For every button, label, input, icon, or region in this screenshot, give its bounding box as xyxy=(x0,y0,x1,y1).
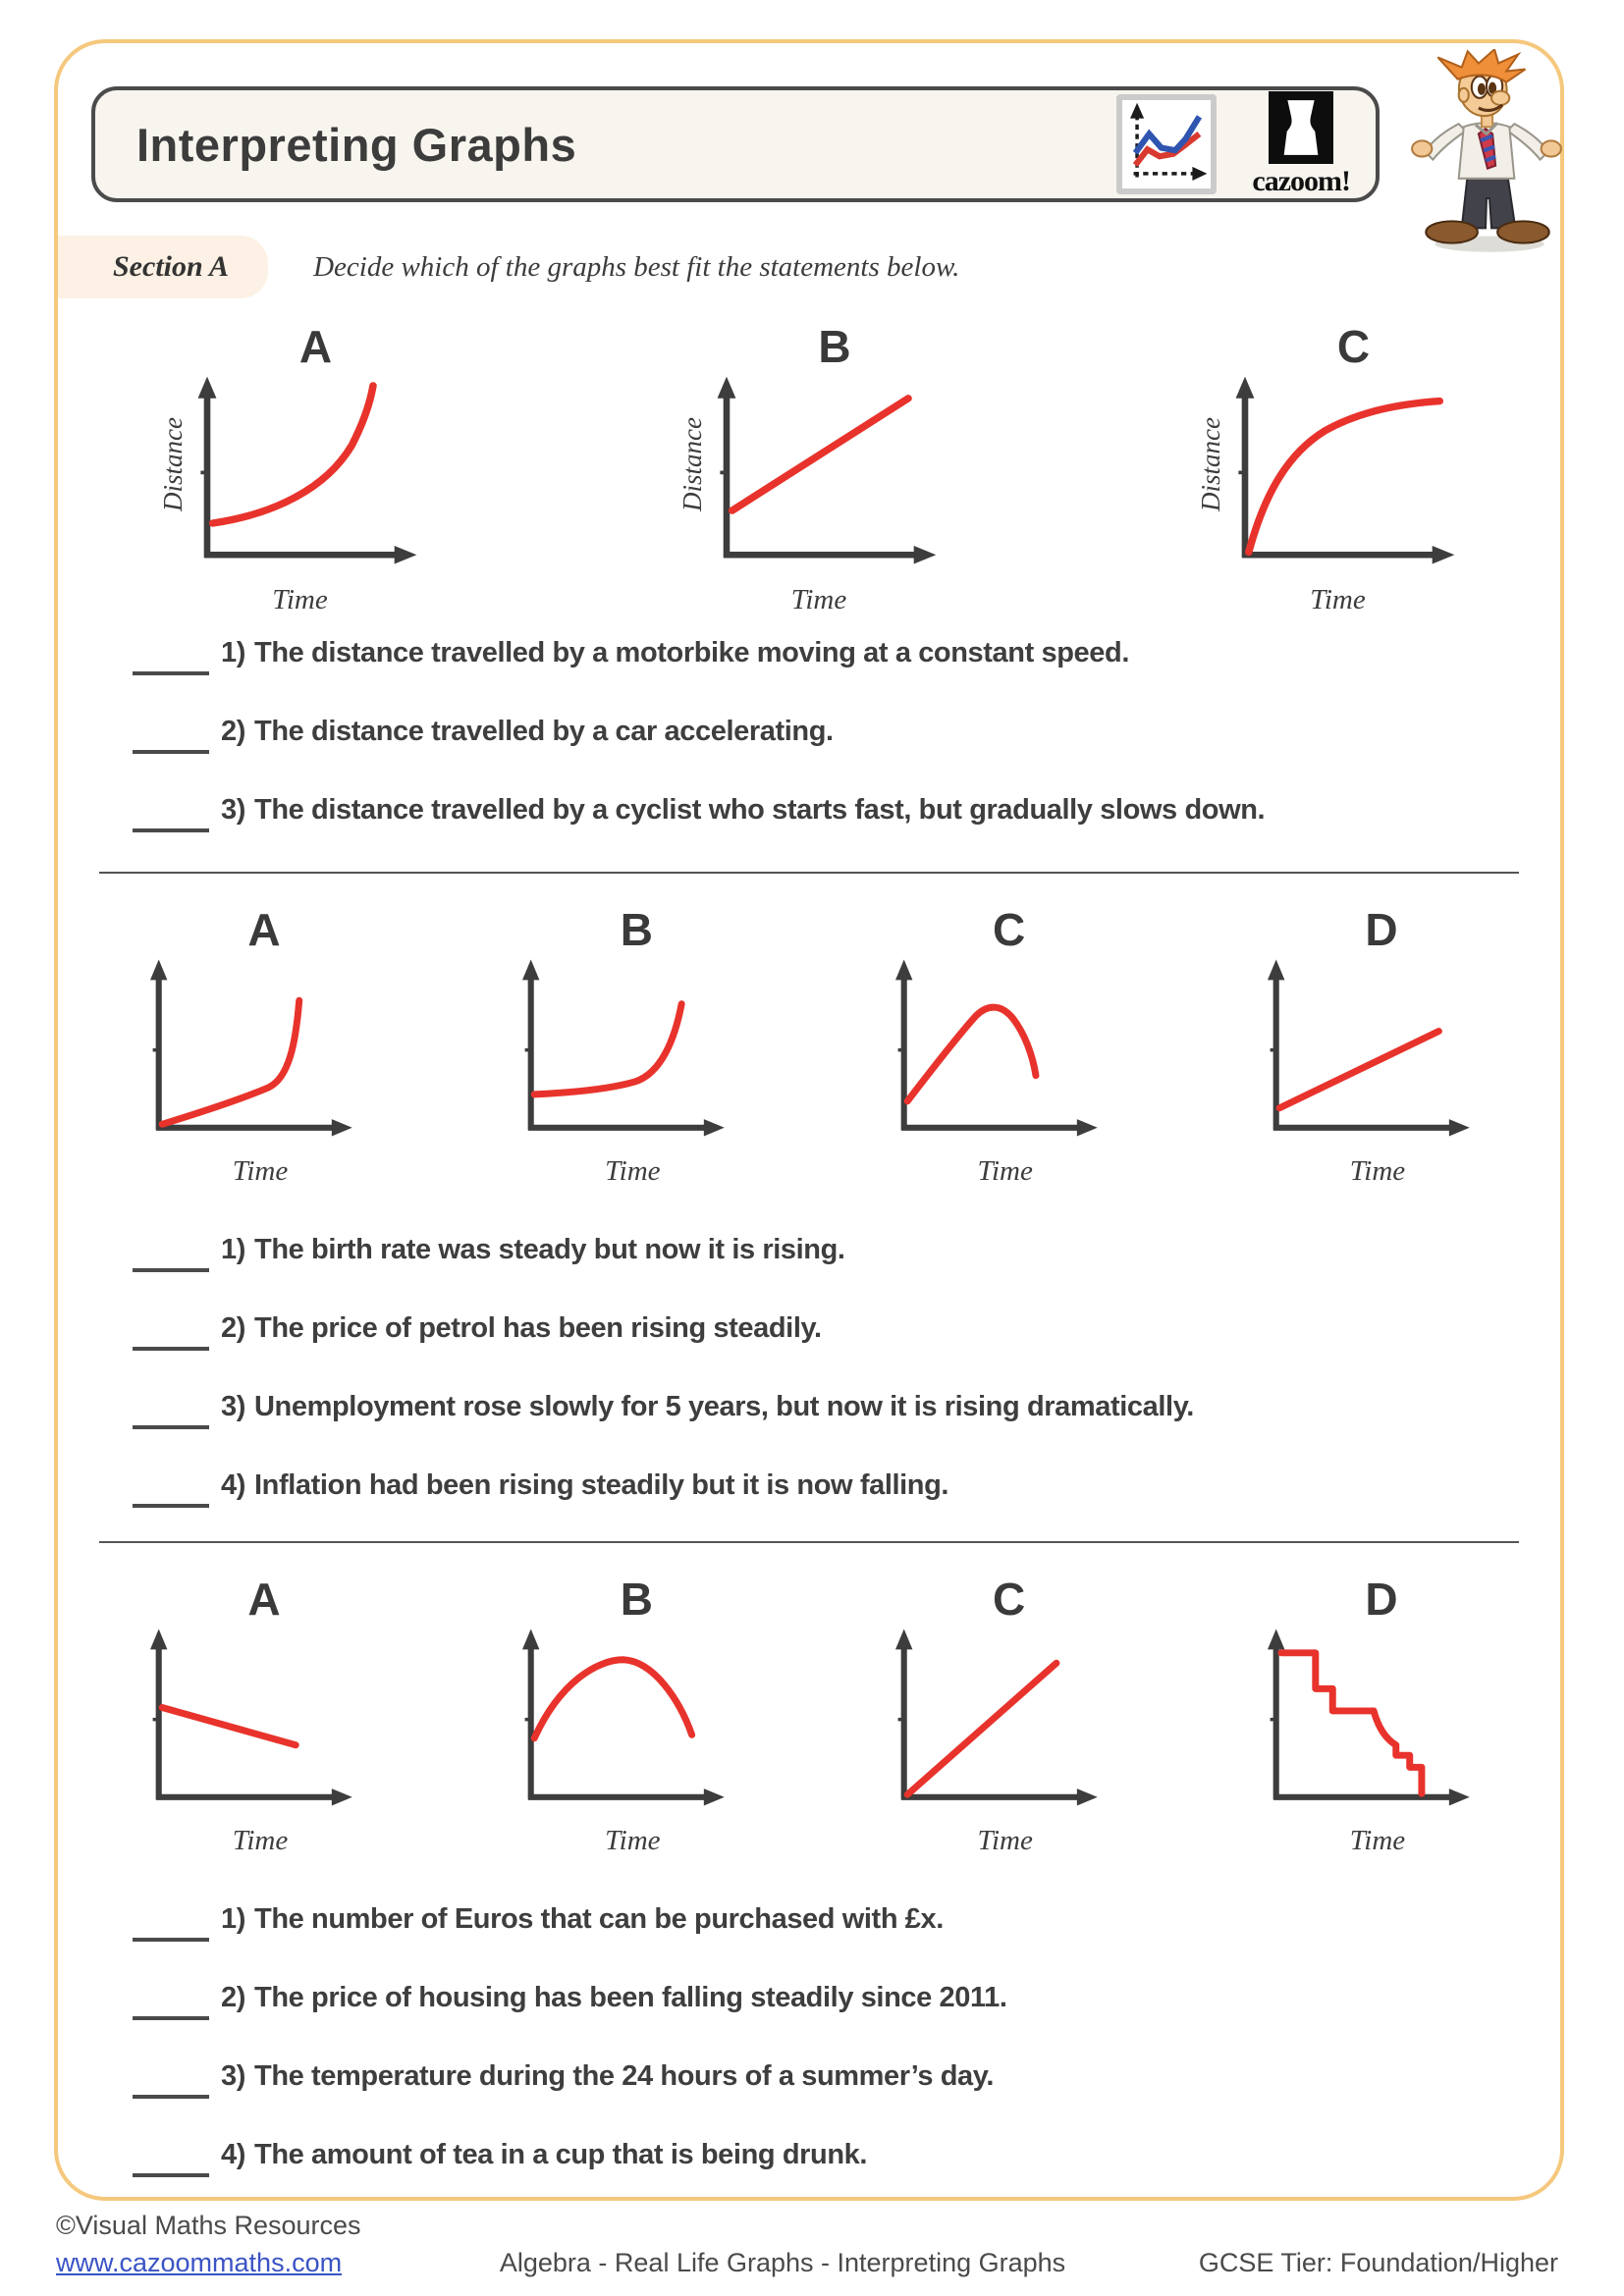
graph-axes xyxy=(1261,956,1475,1152)
mini-graph xyxy=(889,1576,1103,1857)
statement-number: 1) xyxy=(221,1234,245,1265)
statement-number: 3) xyxy=(221,794,245,826)
y-axis-label: Distance xyxy=(158,417,188,511)
statement-text: The amount of tea in a cup that is being drunk. xyxy=(254,2139,868,2170)
graph-curve xyxy=(535,1660,692,1738)
graph-axes xyxy=(143,1626,357,1822)
question-group xyxy=(99,321,1519,827)
answer-blank[interactable] xyxy=(133,2077,209,2099)
statements-list xyxy=(99,1902,1519,2171)
graph-curve xyxy=(162,1707,296,1744)
worksheet-frame xyxy=(54,39,1564,2201)
copyright-text: ©Visual Maths Resources xyxy=(56,2211,361,2240)
footer-tier: GCSE Tier: Foundation/Higher xyxy=(1198,2248,1558,2277)
mini-graph xyxy=(1261,1576,1475,1857)
answer-blank[interactable] xyxy=(133,1251,209,1272)
answer-blank[interactable] xyxy=(133,1329,209,1351)
graph-curve xyxy=(535,1004,682,1095)
statement-row xyxy=(133,1902,1519,1936)
statement-row xyxy=(133,793,1519,827)
statement-text: Unemployment rose slowly for 5 years, but now it is rising dramatically. xyxy=(254,1391,1194,1422)
statement-number: 1) xyxy=(221,1903,245,1935)
footer-left xyxy=(56,2211,429,2278)
graph-curve xyxy=(1279,1032,1438,1108)
djembe-drum-svg xyxy=(1275,97,1326,158)
graphs-row xyxy=(99,904,1519,1188)
answer-blank[interactable] xyxy=(133,1920,209,1942)
question-groups xyxy=(58,321,1560,2171)
statement-number: 3) xyxy=(221,1391,245,1422)
x-axis-label: Time xyxy=(272,584,328,615)
page-title: Interpreting Graphs xyxy=(136,118,577,171)
mini-graph xyxy=(889,904,1103,1188)
statement-row xyxy=(133,1468,1519,1502)
plot-area xyxy=(515,1626,730,1822)
graph-letter: A xyxy=(247,904,281,955)
graph-curve xyxy=(907,1007,1036,1101)
answer-blank[interactable] xyxy=(133,811,209,832)
plot-area xyxy=(143,1626,357,1822)
graph-curve xyxy=(907,1663,1056,1794)
statement-text: The price of housing has been falling steadily since 2011. xyxy=(254,1982,1007,2013)
y-axis-label: Distance xyxy=(677,417,707,511)
statement-number: 3) xyxy=(221,2060,245,2092)
graph-axes xyxy=(889,1626,1103,1822)
statement-row xyxy=(133,715,1519,748)
statement-text: The temperature during the 24 hours of a summer’s day. xyxy=(254,2060,994,2092)
section-label: Section A xyxy=(58,236,268,298)
y-axis-label: Distance xyxy=(1196,417,1225,511)
statement-number: 2) xyxy=(221,1312,245,1344)
x-axis-label: Time xyxy=(605,1155,661,1187)
plot-area xyxy=(1196,373,1460,581)
x-axis-label: Time xyxy=(977,1825,1033,1856)
mini-graph xyxy=(677,321,942,616)
statement-text: The distance travelled by a car accelerating. xyxy=(254,716,834,747)
plot-area xyxy=(1261,956,1475,1152)
graph-curve xyxy=(731,399,907,510)
answer-blank[interactable] xyxy=(133,2156,209,2177)
graph-axes xyxy=(1228,373,1460,581)
mini-graph xyxy=(1196,321,1460,616)
statement-row xyxy=(133,1233,1519,1266)
footer xyxy=(56,2211,1568,2278)
graph-letter: B xyxy=(620,904,653,955)
statement-row xyxy=(133,1981,1519,2014)
mini-graph xyxy=(143,1576,357,1857)
answer-blank[interactable] xyxy=(133,1999,209,2020)
answer-blank[interactable] xyxy=(133,732,209,754)
statement-row xyxy=(133,1390,1519,1423)
x-axis-label: Time xyxy=(1349,1155,1406,1187)
graph-axes xyxy=(515,956,730,1152)
graph-letter: D xyxy=(1365,904,1398,955)
answer-blank[interactable] xyxy=(133,654,209,675)
x-axis-label: Time xyxy=(977,1155,1033,1187)
graph-letter: D xyxy=(1365,1574,1398,1625)
cazoom-logo xyxy=(1252,91,1350,198)
graph-curve xyxy=(1281,1653,1422,1793)
mini-graph xyxy=(1261,904,1475,1188)
x-axis-label: Time xyxy=(1349,1825,1406,1856)
header-icons xyxy=(1116,91,1350,198)
graph-letter: A xyxy=(247,1574,281,1625)
statement-row xyxy=(133,636,1519,669)
x-axis-label: Time xyxy=(232,1155,289,1187)
graph-axes xyxy=(143,956,357,1152)
question-group xyxy=(99,872,1519,1502)
graphs-row xyxy=(99,321,1519,616)
statement-text: The distance travelled by a motorbike moving at a constant speed. xyxy=(254,637,1129,668)
statements-list xyxy=(99,1233,1519,1502)
brand-name: cazoom! xyxy=(1252,164,1350,197)
graph-letter: B xyxy=(620,1574,653,1625)
statement-number: 1) xyxy=(221,637,245,668)
statement-text: The birth rate was steady but now it is rising. xyxy=(254,1234,845,1265)
x-axis-label: Time xyxy=(232,1825,289,1856)
graph-curve xyxy=(213,386,373,523)
question-group xyxy=(99,1541,1519,2171)
plot-area xyxy=(889,956,1103,1152)
statement-number: 4) xyxy=(221,2139,245,2170)
statement-text: The price of petrol has been rising steadily. xyxy=(254,1312,822,1344)
graph-axes xyxy=(190,373,422,581)
mini-graph xyxy=(158,321,422,616)
x-axis-label: Time xyxy=(1310,584,1366,615)
statement-text: The distance travelled by a cyclist who starts fast, but gradually slows down. xyxy=(254,794,1266,826)
graph-letter: C xyxy=(1336,321,1371,372)
footer-topic: Algebra - Real Life Graphs - Interpreting Graphs xyxy=(499,2248,1066,2277)
plot-area xyxy=(515,956,730,1152)
answer-blank[interactable] xyxy=(133,1408,209,1429)
statement-row xyxy=(133,2059,1519,2093)
mini-graph xyxy=(515,1576,730,1857)
statement-row xyxy=(133,2138,1519,2171)
plot-area xyxy=(158,373,422,581)
graph-letter: B xyxy=(818,321,851,372)
djembe-drum-icon xyxy=(1269,91,1333,164)
line-chart-icon xyxy=(1116,94,1217,194)
mini-graph xyxy=(515,904,730,1188)
graph-axes xyxy=(889,956,1103,1152)
graph-curve xyxy=(1249,401,1439,553)
x-axis-label: Time xyxy=(790,584,847,615)
graph-curve xyxy=(162,1000,299,1124)
graph-axes xyxy=(515,1626,730,1822)
plot-area xyxy=(1261,1626,1475,1822)
graph-axes xyxy=(710,373,942,581)
section-row xyxy=(58,236,1560,298)
statement-number: 2) xyxy=(221,1982,245,2013)
cartoon-teacher-mascot xyxy=(1402,49,1571,253)
statements-list xyxy=(99,636,1519,827)
graph-letter: A xyxy=(298,321,333,372)
statement-text: Inflation had been rising steadily but it is now falling. xyxy=(254,1469,949,1501)
statement-row xyxy=(133,1311,1519,1345)
answer-blank[interactable] xyxy=(133,1486,209,1508)
x-axis-label: Time xyxy=(605,1825,661,1856)
statement-number: 4) xyxy=(221,1469,245,1501)
statement-text: The number of Euros that can be purchased with £x. xyxy=(254,1903,944,1935)
statement-number: 2) xyxy=(221,716,245,747)
graph-axes xyxy=(1261,1626,1475,1822)
website-link[interactable]: www.cazoommaths.com xyxy=(56,2248,343,2277)
plot-area xyxy=(889,1626,1103,1822)
graphs-row xyxy=(99,1576,1519,1857)
section-instruction: Decide which of the graphs best fit the statements below. xyxy=(313,250,960,283)
line-chart-icon-svg xyxy=(1123,101,1210,187)
graph-letter: C xyxy=(993,904,1026,955)
worksheet-header xyxy=(91,86,1380,202)
mini-graph xyxy=(143,904,357,1188)
graph-letter: C xyxy=(993,1574,1026,1625)
plot-area xyxy=(143,956,357,1152)
plot-area xyxy=(677,373,942,581)
